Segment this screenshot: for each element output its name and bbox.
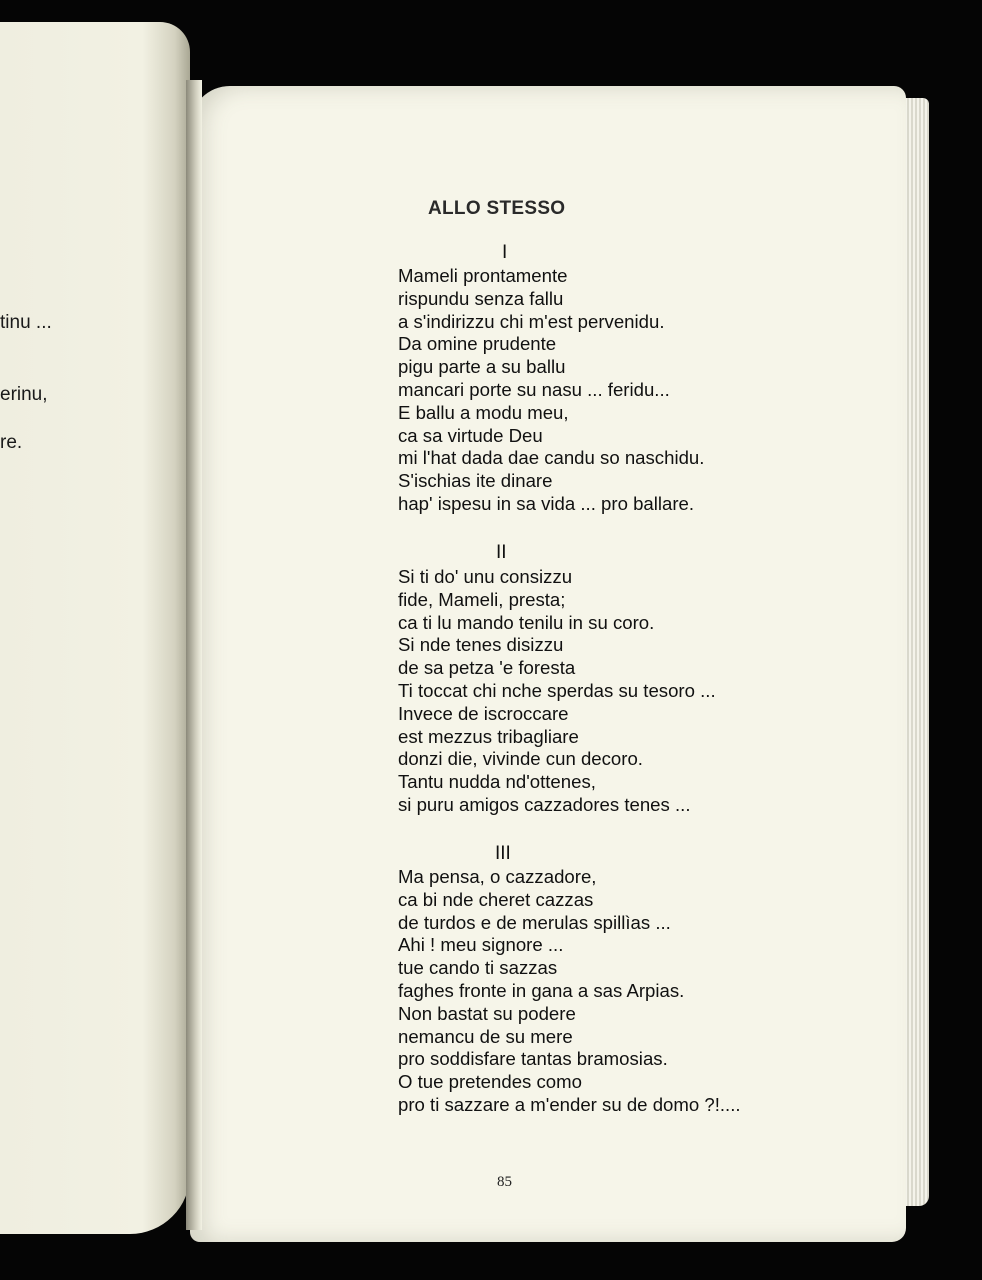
verse-line: pro ti sazzare a m'ender su de domo ?!.... (398, 1093, 741, 1115)
left-page-fragment: erinu, (0, 384, 48, 405)
verse-line: donzi die, vivinde cun decoro. (398, 748, 643, 770)
verse-line: Si nde tenes disizzu (398, 634, 564, 656)
verse-line: mancari porte su nasu ... feridu... (398, 378, 670, 400)
verse-line: faghes fronte in gana a sas Arpias. (398, 979, 685, 1001)
verse-line: O tue pretendes como (398, 1071, 582, 1093)
verse-line: mi l'hat dada dae candu so naschidu. (398, 447, 705, 469)
verse-line: Invece de iscroccare (398, 702, 569, 724)
verse-line: ca bi nde cheret cazzas (398, 888, 594, 910)
stanza-numeral: I (502, 242, 508, 263)
stanza-3 (398, 866, 741, 1117)
verse-line: fide, Mameli, presta; (398, 588, 566, 610)
page-number: 85 (497, 1174, 512, 1190)
verse-line: ca sa virtude Deu (398, 424, 543, 446)
verse-line: pro soddisfare tantas bramosias. (398, 1048, 668, 1070)
verse-line: de turdos e de merulas spillìas ... (398, 911, 671, 933)
verse-line: est mezzus tribagliare (398, 725, 579, 747)
poem-title: ALLO STESSO (428, 198, 566, 219)
verse-line: de sa petza 'e foresta (398, 657, 576, 679)
verse-line: E ballu a modu meu, (398, 401, 569, 423)
stanza-1 (398, 265, 704, 516)
verse-line: a s'indirizzu chi m'est pervenidu. (398, 310, 665, 332)
book-gutter (186, 80, 202, 1230)
verse-line: Ahi ! meu signore ... (398, 934, 564, 956)
verse-line: nemancu de su mere (398, 1025, 573, 1047)
verse-line: rispundu senza fallu (398, 287, 564, 309)
verse-line: Non bastat su podere (398, 1002, 576, 1024)
verse-line: Tantu nudda nd'ottenes, (398, 771, 596, 793)
left-page-fragment: re. (0, 432, 23, 453)
stanza-numeral: III (495, 843, 511, 864)
verse-line: S'ischias ite dinare (398, 470, 553, 492)
verse-line: Mameli prontamente (398, 265, 568, 286)
verse-line: Ti toccat chi nche sperdas su tesoro ... (398, 679, 716, 701)
stanza-numeral: II (496, 542, 507, 563)
verse-line: ca ti lu mando tenilu in su coro. (398, 611, 655, 633)
verse-line: hap' ispesu in sa vida ... pro ballare. (398, 492, 695, 514)
left-page (0, 22, 190, 1234)
verse-line: Da omine prudente (398, 333, 557, 355)
verse-line: tue cando ti sazzas (398, 957, 558, 979)
verse-line: si puru amigos cazzadores tenes ... (398, 793, 691, 815)
verse-line: Si ti do' unu consizzu (398, 566, 573, 587)
verse-line: pigu parte a su ballu (398, 356, 566, 378)
stanza-2 (398, 566, 716, 817)
verse-line: Ma pensa, o cazzadore, (398, 866, 597, 887)
left-page-fragment: tinu ... (0, 312, 52, 333)
